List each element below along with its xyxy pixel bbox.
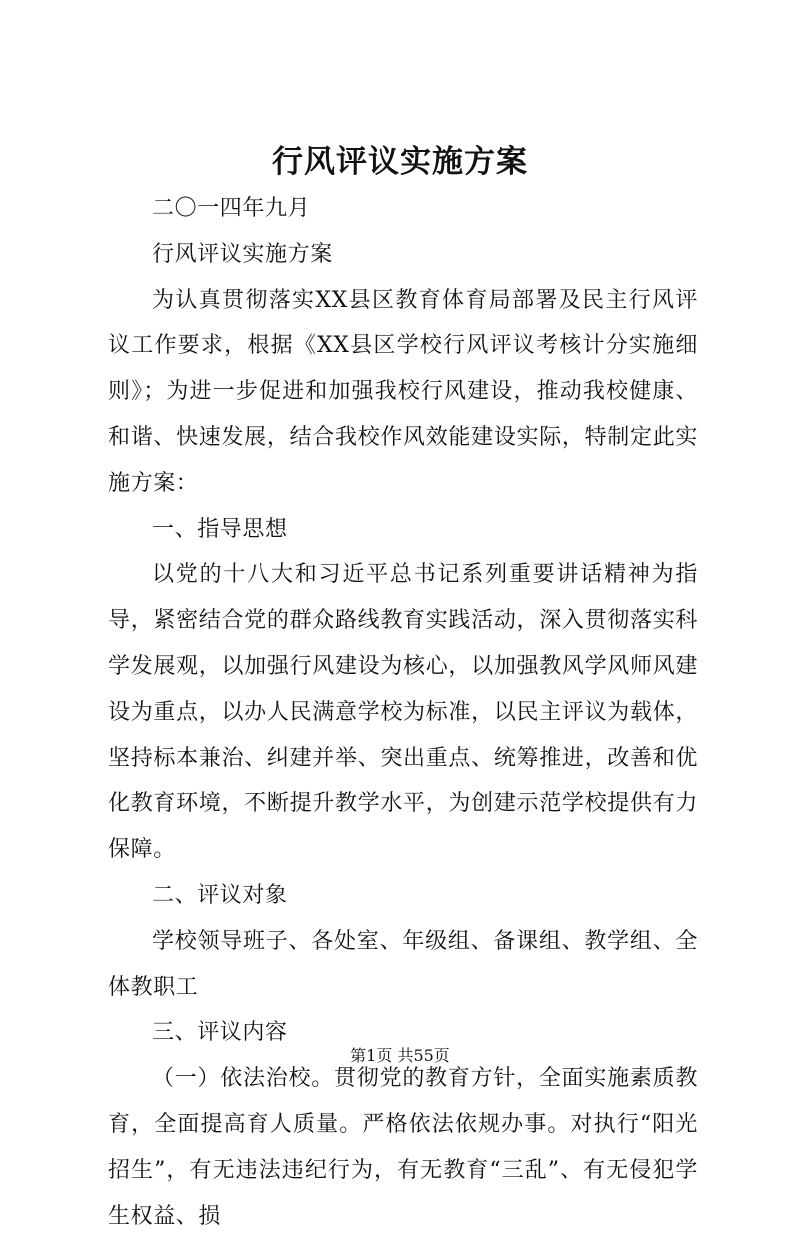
document-body xyxy=(108,186,698,1239)
document-title: 行风评议实施方案 xyxy=(272,144,528,180)
evaluation-targets-paragraph: 学校领导班子、各处室、年级组、备课组、教学组、全体教职工 xyxy=(108,928,698,1000)
subtitle-line: 行风评议实施方案 xyxy=(152,241,333,267)
guiding-thought-paragraph: 以党的十八大和习近平总书记系列重要讲话精神为指导，紧密结合党的群众路线教育实践活动，深入贯彻落实科学发展观，以加强行风建设为核心，以加强教风学风师风建设为重点，以办人民满意学校为标准，以民主评议为载体，坚持标本兼治、纠建并举、突出重点、统筹推进，改善和优化教育环境，不断提升教学水平，为创建示范学校提供有力保障。 xyxy=(108,562,698,863)
intro-paragraph: 为认真贯彻落实XX县区教育体育局部署及民主行风评议工作要求，根据《XX县区学校行风评议考核计分实施细则》；为进一步促进和加强我校行风建设，推动我校健康、和谐、快速发展，结合我校作风效能建设实际，特制定此实施方案： xyxy=(108,287,698,496)
section-heading-evaluation-content: 三、评议内容 xyxy=(152,1020,288,1046)
evaluation-content-paragraph: （一）依法治校。贯彻党的教育方针，全面实施素质教育，全面提高育人质量。严格依法依规办事。对执行“阳光招生”，有无违法违纪行为，有无教育“三乱”、有无侵犯学生权益、损 xyxy=(108,1066,698,1229)
section-heading-guiding-thought: 一、指导思想 xyxy=(152,516,288,542)
page-footer: 第1页 共55页 xyxy=(350,1046,450,1065)
date-line: 二〇一四年九月 xyxy=(152,196,311,221)
section-heading-evaluation-targets: 二、评议对象 xyxy=(152,882,288,908)
